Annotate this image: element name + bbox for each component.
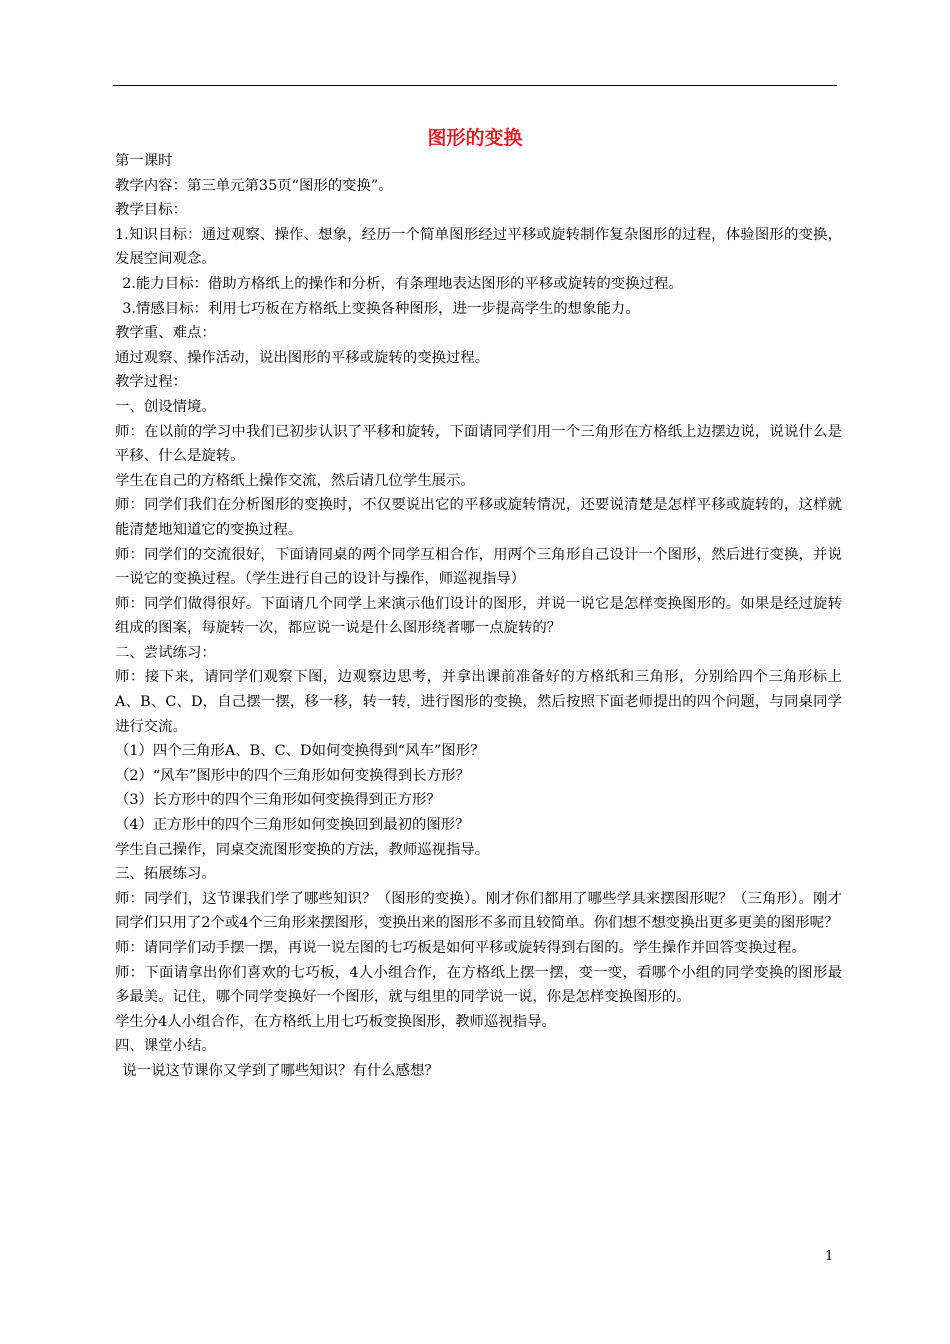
paragraph-teacher-review: 师：同学们，这节课我们学了哪些知识？（图形的变换）。刚才你们都用了哪些学具来摆图形呢？（三角形）。刚才同学们只用了2个或4个三角形来摆图形，变换出来的图形不多而且较简单。你们想不想变换出更多更美的图形呢？ <box>115 890 842 932</box>
page-number: 1 <box>825 1249 834 1264</box>
paragraph-teacher-cooperation: 师：同学们的交流很好，下面请同桌的两个同学互相合作，用两个三角形自己设计一个图形，然后进行变换，并说一说它的变换过程。（学生进行自己的设计与操作，师巡视指导） <box>115 546 842 588</box>
heading-teaching-objectives: 教学目标： <box>115 202 187 219</box>
list-item-question-4: （4）正方形中的四个三角形如何变换回到最初的图形？ <box>115 817 470 834</box>
paragraph-teacher-tangram: 师：请同学们动手摆一摆，再说一说左图的七巧板是如何平移或旋转得到右图的。学生操作并回答变换过程。 <box>115 940 806 956</box>
list-item-question-3: （3）长方形中的四个三角形如何变换得到正方形？ <box>115 792 441 809</box>
heading-section-one: 一、创设情境。 <box>115 398 216 415</box>
paragraph-student-group: 学生分4人小组合作，在方格纸上用七巧板变换图形，教师巡视指导。 <box>115 1013 556 1030</box>
heading-key-points: 教学重、难点： <box>115 325 216 342</box>
paragraph-knowledge-objective: 1.知识目标：通过观察、操作、想象，经历一个简单图形经过平移或旋转制作复杂图形的过程，体验图形的变换，发展空间观念。 <box>115 226 842 268</box>
paragraph-teacher-analysis: 师：同学们我们在分析图形的变换时，不仅要说出它的平移或旋转情况，还要说清楚是怎样平移或旋转的，这样就能清楚地知道它的变换过程。 <box>115 497 842 538</box>
paragraph-student-operate: 学生自己操作，同桌交流图形变换的方法，教师巡视指导。 <box>115 841 490 858</box>
paragraph-emotion-objective: 3.情感目标：利用七巧板在方格纸上变换各种图形，进一步提高学生的想象能力。 <box>122 300 640 317</box>
heading-section-two: 二、尝试练习： <box>115 644 216 661</box>
paragraph-teacher-observe: 师：接下来，请同学们观察下图，边观察边思考，并拿出课前准备好的方格纸和三角形，分别给四个三角形标上A、B、C、D，自己摆一摆，移一移，转一转，进行图形的变换，然后按照下面老师提出的四个问题，与同桌同学进行交流。 <box>115 669 842 735</box>
list-item-question-2: （2）“风车”图形中的四个三角形如何变换得到长方形？ <box>115 767 470 784</box>
document-body <box>115 149 842 1084</box>
document-title: 图形的变换 <box>427 127 523 149</box>
heading-section-four: 四、课堂小结。 <box>115 1038 216 1055</box>
paragraph-teacher-demo: 师：同学们做得很好。下面请几个同学上来演示他们设计的图形，并说一说它是怎样变换图形的。如果是经过旋转组成的图案，每旋转一次，都应说一说是什么图形绕者哪一点旋转的？ <box>115 595 842 637</box>
paragraph-summary: 说一说这节课你又学到了哪些知识？有什么感想？ <box>122 1062 439 1079</box>
paragraph-ability-objective: 2.能力目标：借助方格纸上的操作和分析，有条理地表达图形的平移或旋转的变换过程。 <box>122 275 683 292</box>
paragraph-teacher-group: 师：下面请拿出你们喜欢的七巧板，4人小组合作，在方格纸上摆一摆，变一变，看哪个小组的同学变换的图形最多最美。记住，哪个同学变换好一个图形，就与组里的同学说一说，你是怎样变换图形的。 <box>115 964 842 1006</box>
list-item-question-1: （1）四个三角形A、B、C、D如何变换得到“风车”图形？ <box>115 743 485 760</box>
header-rule <box>113 85 837 86</box>
heading-teaching-process: 教学过程： <box>115 374 187 391</box>
paragraph-student-exchange: 学生在自己的方格纸上操作交流，然后请几位学生展示。 <box>115 472 475 489</box>
paragraph-lesson-number: 第一课时 <box>115 153 173 169</box>
heading-section-three: 三、拓展练习。 <box>115 866 216 883</box>
paragraph-teacher-intro: 师：在以前的学习中我们已初步认识了平移和旋转，下面请同学们用一个三角形在方格纸上边摆边说，说说什么是平移、什么是旋转。 <box>115 423 842 465</box>
paragraph-teaching-content: 教学内容：第三单元第35页“图形的变换”。 <box>115 177 393 194</box>
paragraph-key-points: 通过观察、操作活动，说出图形的平移或旋转的变换过程。 <box>115 349 490 366</box>
